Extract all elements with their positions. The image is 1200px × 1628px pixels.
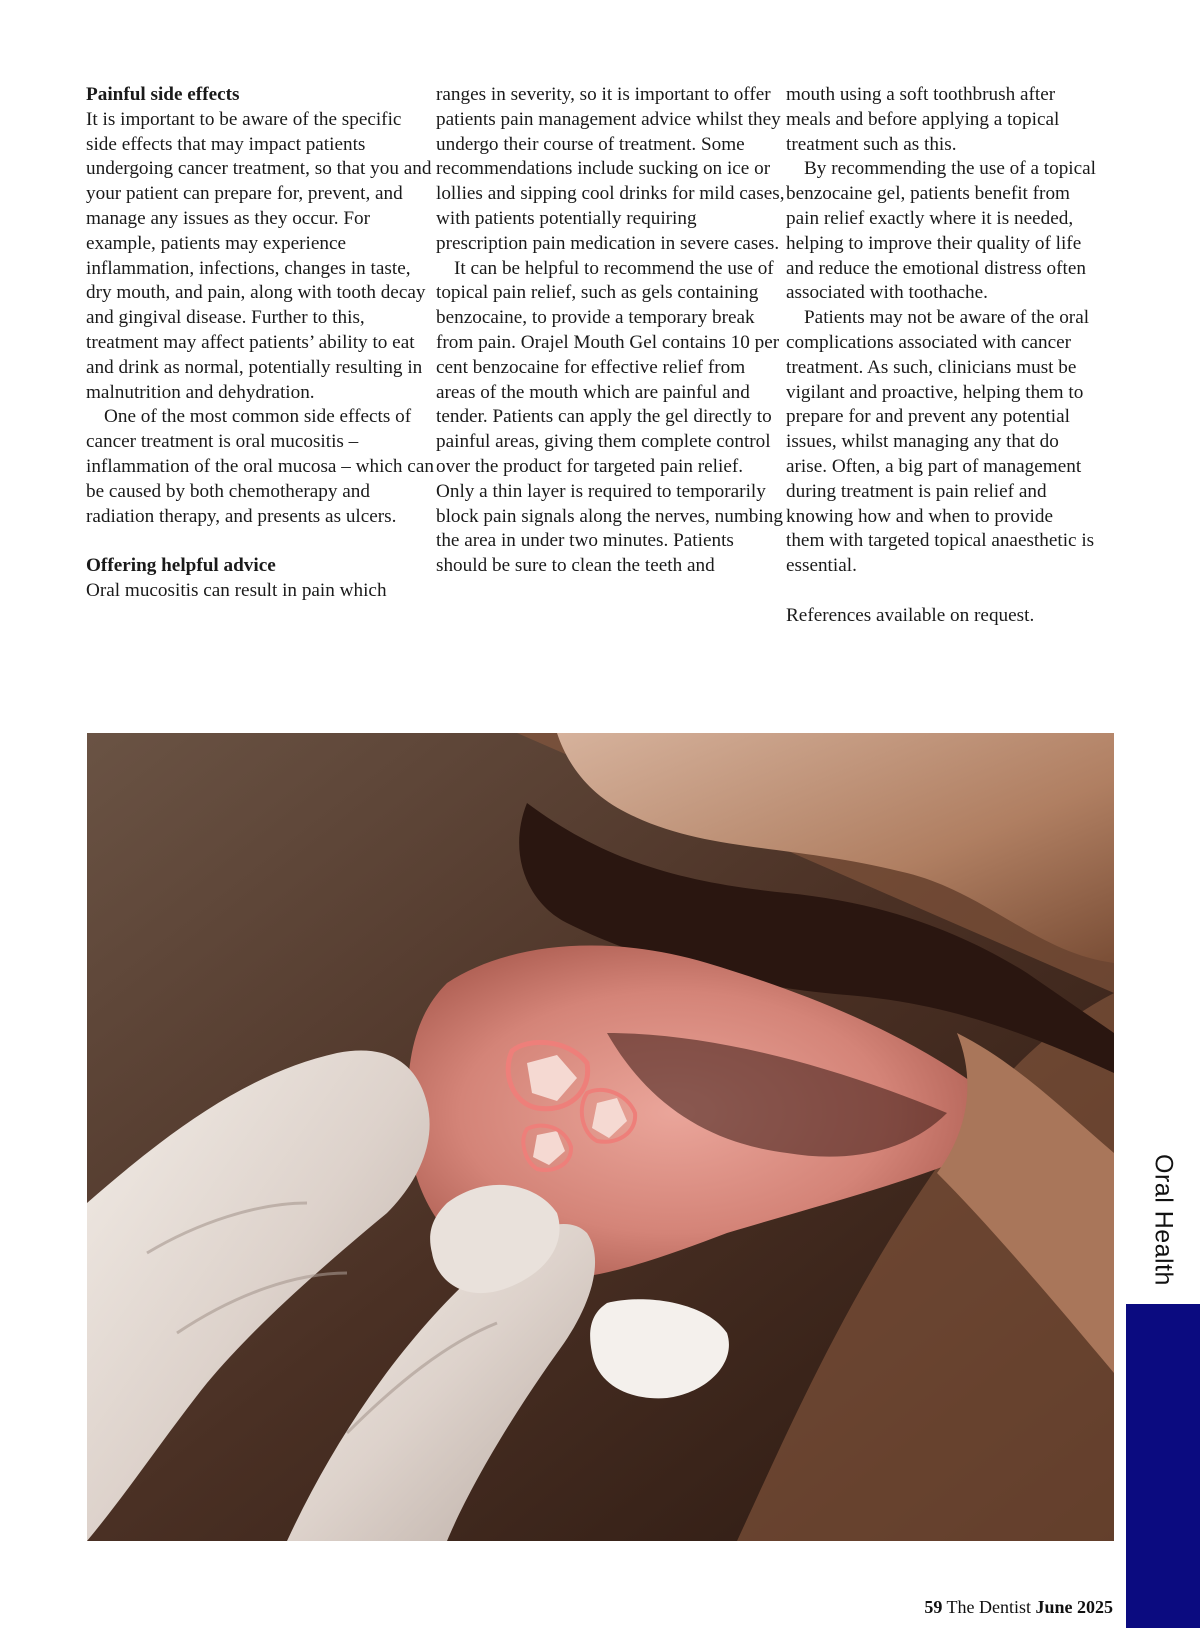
section-label: Oral Health — [1149, 1154, 1178, 1286]
paragraph: ranges in severity, so it is important to offer patients pain management advice whilst they undergo their course of treatment. Some recommendations include sucking on ice or lollies and sipping cool drinks for mild cases, with patients potentially requiring prescription pain medication in severe cases. — [436, 84, 785, 254]
text-column-1 — [86, 83, 436, 604]
issue-date: June 2025 — [1035, 1597, 1113, 1617]
subheading-offering-helpful-advice: Offering helpful advice — [86, 555, 276, 577]
text-column-3 — [786, 83, 1096, 629]
subheading-painful-side-effects: Painful side effects — [86, 84, 240, 105]
paragraph: By recommending the use of a topical benzocaine gel, patients benefit from pain relief exactly where it is needed, helping to improve their quality of life and reduce the emotional distress often associated with toothache. — [786, 158, 1096, 304]
paragraph: Oral mucositis can result in pain which — [86, 579, 387, 601]
paragraph: It can be helpful to recommend the use of topical pain relief, such as gels containing benzocaine, to provide a temporary break from pain. Orajel Mouth Gel contains 10 per cent benzocaine for effective relief from areas of the mouth which are painful and tender. Patients can apply the gel directly to painful areas, giving them complete control over the product for targeted pain relief. Only a thin layer is required to temporarily block pain signals along the nerves, numbing the area in under two minutes. Patients should be sure to clean the teeth and — [436, 257, 783, 577]
article-photo — [87, 733, 1114, 1541]
publication-name: The Dentist — [946, 1597, 1031, 1617]
section-color-bar — [1126, 1304, 1200, 1628]
paragraph: Patients may not be aware of the oral complications associated with cancer treatment. As such, clinicians must be vigilant and proactive, helping them to prepare for and prevent any potential issues, whilst managing any that do arise. Often, a big part of management during treatment is pain relief and knowing how and when to provide them with targeted topical anaesthetic is essential. — [786, 307, 1095, 577]
paragraph: One of the most common side effects of cancer treatment is oral mucositis – inflammation of the oral mucosa – which can be caused by both chemotherapy and radiation therapy, and presents as ulcers. — [86, 406, 434, 527]
paragraph: mouth using a soft toothbrush after meals and before applying a topical treatment such as this. — [786, 84, 1060, 155]
page-number: 59 — [924, 1597, 943, 1617]
article-body — [86, 83, 1096, 626]
text-column-2 — [436, 83, 786, 579]
references-note: References available on request. — [786, 604, 1035, 626]
page-footer — [924, 1597, 1113, 1618]
paragraph: It is important to be aware of the specific side effects that may impact patients undergoing cancer treatment, so that you and your patient can prepare for, prevent, and manage any issues as they occur. For example, patients may experience inflammation, infections, changes in taste, dry mouth, and pain, along with tooth decay and gingival disease. Further to this, treatment may affect patients’ ability to eat and drink as normal, potentially resulting in malnutrition and dehydration. — [86, 108, 432, 403]
